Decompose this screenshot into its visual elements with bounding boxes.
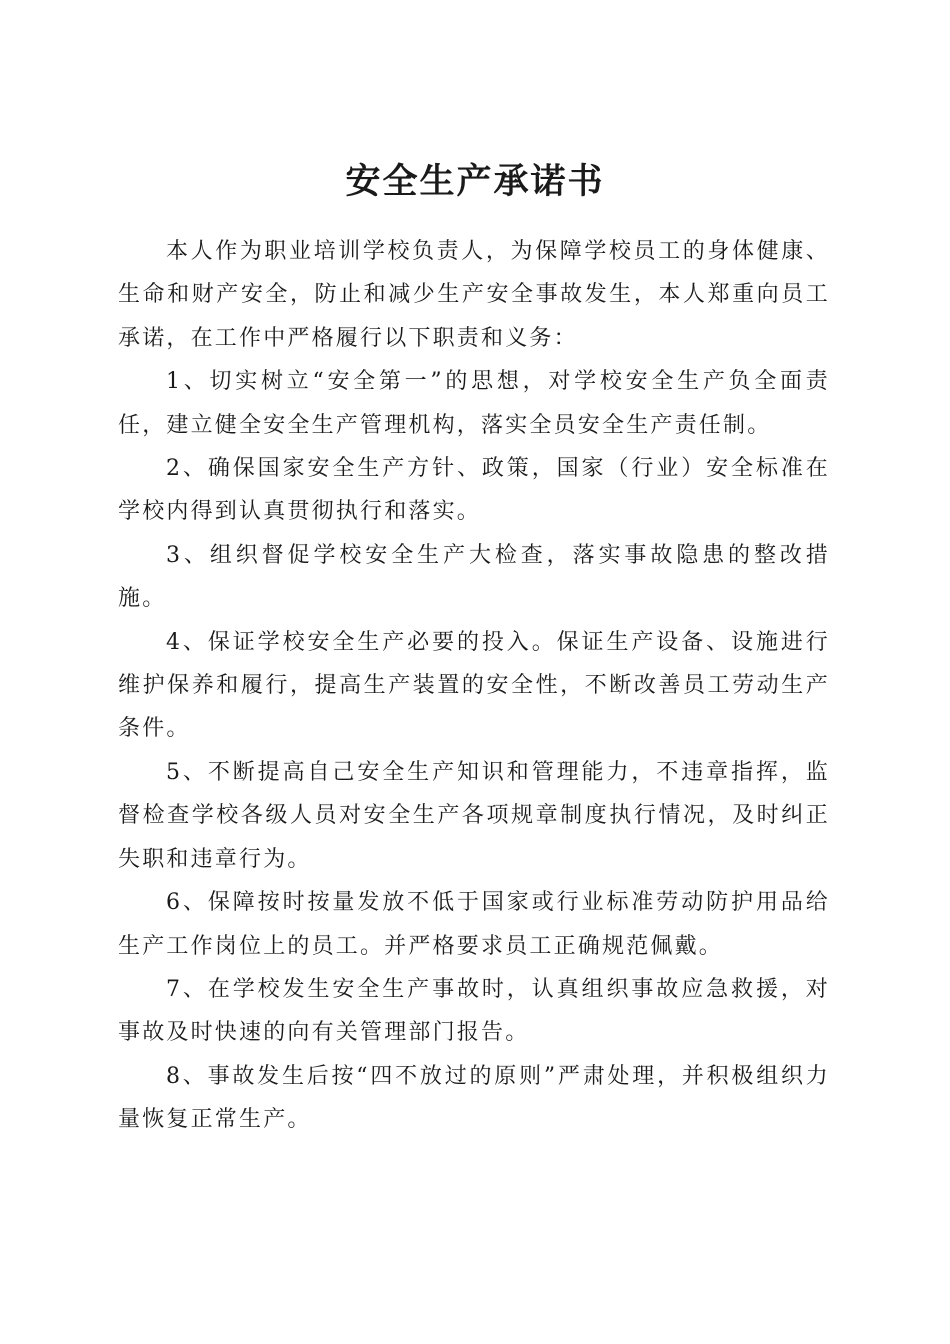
commitment-item-6: 6、保障按时按量发放不低于国家或行业标准劳动防护用品给生产工作岗位上的员工。并严格要求员工正确规范佩戴。 (118, 890, 830, 959)
commitment-item-8: 8、事故发生后按“四不放过的原则”严肃处理，并积极组织力量恢复正常生产。 (118, 1063, 830, 1133)
document-title: 安全生产承诺书 (345, 161, 605, 203)
commitment-item-5: 5、不断提高自己安全生产知识和管理能力，不违章指挥，监督检查学校各级人员对安全生产各项规章制度执行情况，及时纠正失职和违章行为。 (118, 759, 830, 872)
commitment-item-4: 4、保证学校安全生产必要的投入。保证生产设备、设施进行维护保养和履行，提高生产装置的安全性，不断改善员工劳动生产条件。 (118, 629, 830, 742)
commitment-item-2: 2、确保国家安全生产方针、政策，国家（行业）安全标准在学校内得到认真贯彻执行和落实。 (118, 456, 830, 525)
intro-paragraph: 本人作为职业培训学校负责人，为保障学校员工的身体健康、生命和财产安全，防止和减少生产安全事故发生，本人郑重向员工承诺，在工作中严格履行以下职责和义务： (118, 239, 830, 351)
commitment-item-1: 1、切实树立“安全第一”的思想，对学校安全生产负全面责任，建立健全安全生产管理机构，落实全员安全生产责任制。 (118, 369, 830, 438)
commitment-item-7: 7、在学校发生安全生产事故时，认真组织事故应急救援，对事故及时快速的向有关管理部门报告。 (118, 976, 830, 1046)
document-body (118, 230, 830, 1142)
commitment-item-3: 3、组织督促学校安全生产大检查，落实事故隐患的整改措施。 (118, 542, 830, 612)
